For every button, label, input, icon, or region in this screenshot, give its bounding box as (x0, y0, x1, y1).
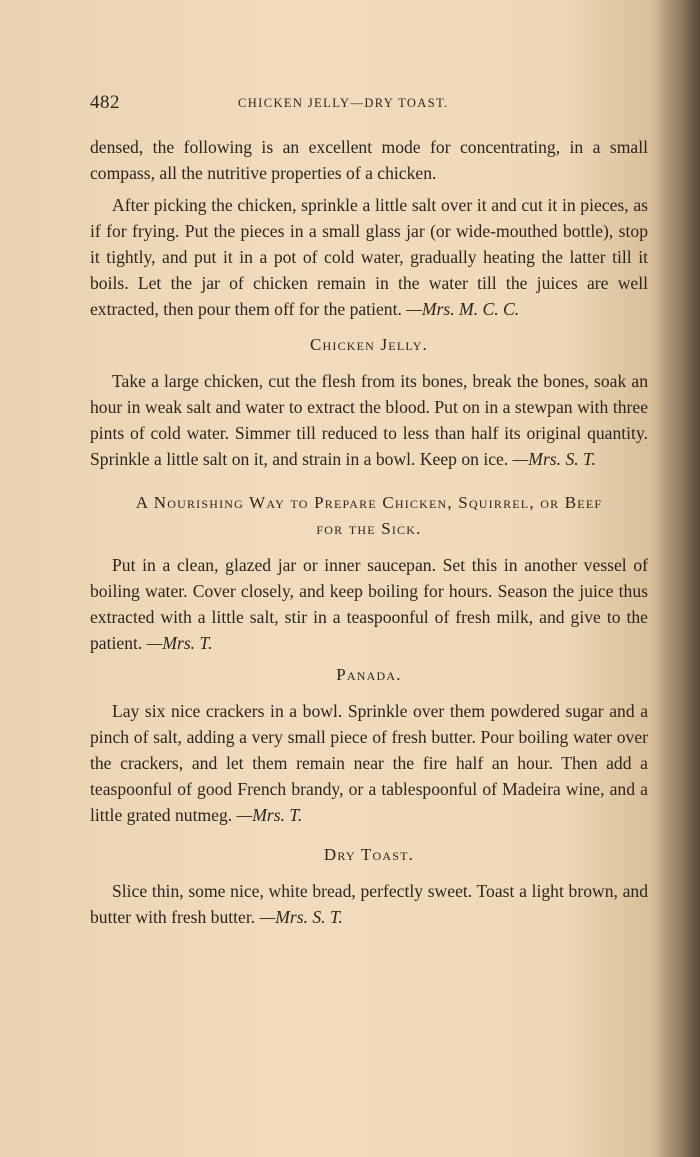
paragraph-chicken-jelly (90, 368, 648, 472)
page-edge-shadow (654, 0, 700, 1157)
paragraph-text: Slice thin, some nice, white bread, perfectly sweet. Toast a light brown, and butter with fresh butter. (90, 881, 648, 927)
heading-dry-toast: Dry Toast. (323, 845, 415, 864)
page-header (90, 92, 650, 118)
paragraph-text: Put in a clean, glazed jar or inner saucepan. Set this in another vessel of boiling water. Cover closely, and keep boiling for hours. Season the juice thus extracted with a little salt, stir in a teaspoonful of fresh milk, and give to the patient. (90, 555, 648, 653)
paragraph-panada (90, 698, 648, 828)
paragraph-text: Lay six nice crackers in a bowl. Sprinkle over them powdered sugar and a pinch of salt, adding a very small piece of fresh butter. Pour boiling water over the crackers, and let them remain near the fire half an hour. Then add a teaspoonful of good French brandy, or a tablespoonful of Madeira wine, and a little grated nutmeg. (90, 701, 648, 825)
signature: —Mrs. S. T. (259, 907, 343, 927)
heading-panada: Panada. (336, 665, 402, 684)
signature: —Mrs. T. (146, 633, 213, 653)
paragraph-dry-toast (90, 878, 648, 930)
paragraph-nourishing-way (90, 552, 648, 656)
paragraph-text: After picking the chicken, sprinkle a little salt over it and cut it in pieces, as if for frying. Put the pieces in a small glass jar (or wide-mouthed bottle), stop it tightly, and put it in a pot of cold water, gradually heating the latter till it boils. Let the jar of chicken remain in the water till the juices are well extracted, then pour them off for the patient. (90, 195, 648, 319)
running-head: CHICKEN JELLY—DRY TOAST. (238, 96, 449, 110)
heading-chicken-jelly: Chicken Jelly. (309, 335, 429, 354)
signature: —Mrs. S. T. (512, 449, 596, 469)
paragraph-continued (90, 134, 648, 186)
paragraph-chicken-essence (90, 192, 648, 322)
heading-nourishing-way: A Nourishing Way to Prepare Chicken, Squirrel, or Beef for the Sick. (135, 493, 603, 538)
signature: —Mrs. M. C. C. (406, 299, 520, 319)
page-number: 482 (90, 92, 120, 113)
paragraph-text: Take a large chicken, cut the flesh from its bones, break the bones, soak an hour in weak salt and water to extract the blood. Put on in a stewpan with three pints of cold water. Simmer till reduced to less than half its original quantity. Sprinkle a little salt on it, and strain in a bowl. Keep on ice. (90, 371, 648, 469)
signature: —Mrs. T. (236, 805, 303, 825)
paragraph-text: densed, the following is an excellent mode for concentrating, in a small compass, all the nutritive properties of a chicken. (90, 137, 648, 183)
page-body (90, 134, 648, 930)
